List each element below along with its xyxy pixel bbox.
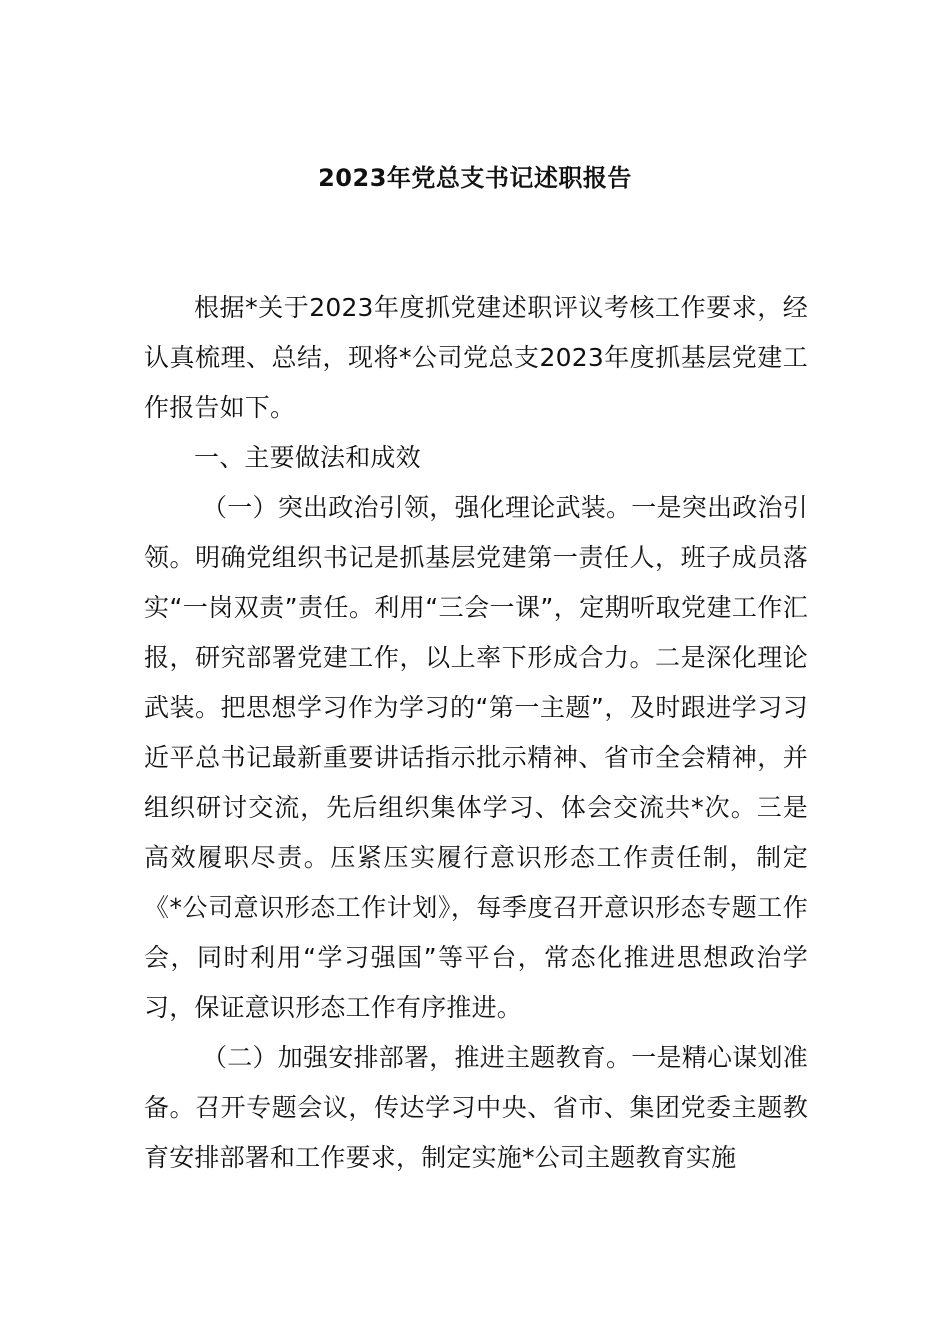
subsection-paragraph-1: （一）突出政治引领，强化理论武装。一是突出政治引领。明确党组织书记是抓基层党建第一责任人，班子成员落实“一岗双责”责任。利用“三会一课”，定期听取党建工作汇报，研究部署党建工作，以上率下形成合力。二是深化理论武装。把思想学习作为学习的“第一主题”，及时跟进学习习近平总书记最新重要讲话指示批示精神、省市全会精神，并组织研讨交流，先后组织集体学习、体会交流共*次。三是高效履职尽责。压紧压实履行意识形态工作责任制，制定《*公司意识形态工作计划》，每季度召开意识形态专题工作会，同时利用“学习强国”等平台，常态化推进思想政治学习，保证意识形态工作有序推进。 <box>144 493 808 1022</box>
document-body <box>144 283 808 1183</box>
document-title: 2023年党总支书记述职报告 <box>318 164 632 192</box>
subsection-paragraph-2: （二）加强安排部署，推进主题教育。一是精心谋划准备。召开专题会议，传达学习中央、省市、集团党委主题教育安排部署和工作要求，制定实施*公司主题教育实施 <box>144 1043 808 1172</box>
intro-paragraph: 根据*关于2023年度抓党建述职评议考核工作要求，经认真梳理、总结，现将*公司党总支2023年度抓基层党建工作报告如下。 <box>144 293 808 422</box>
section-heading: 一、主要做法和成效 <box>194 443 421 472</box>
